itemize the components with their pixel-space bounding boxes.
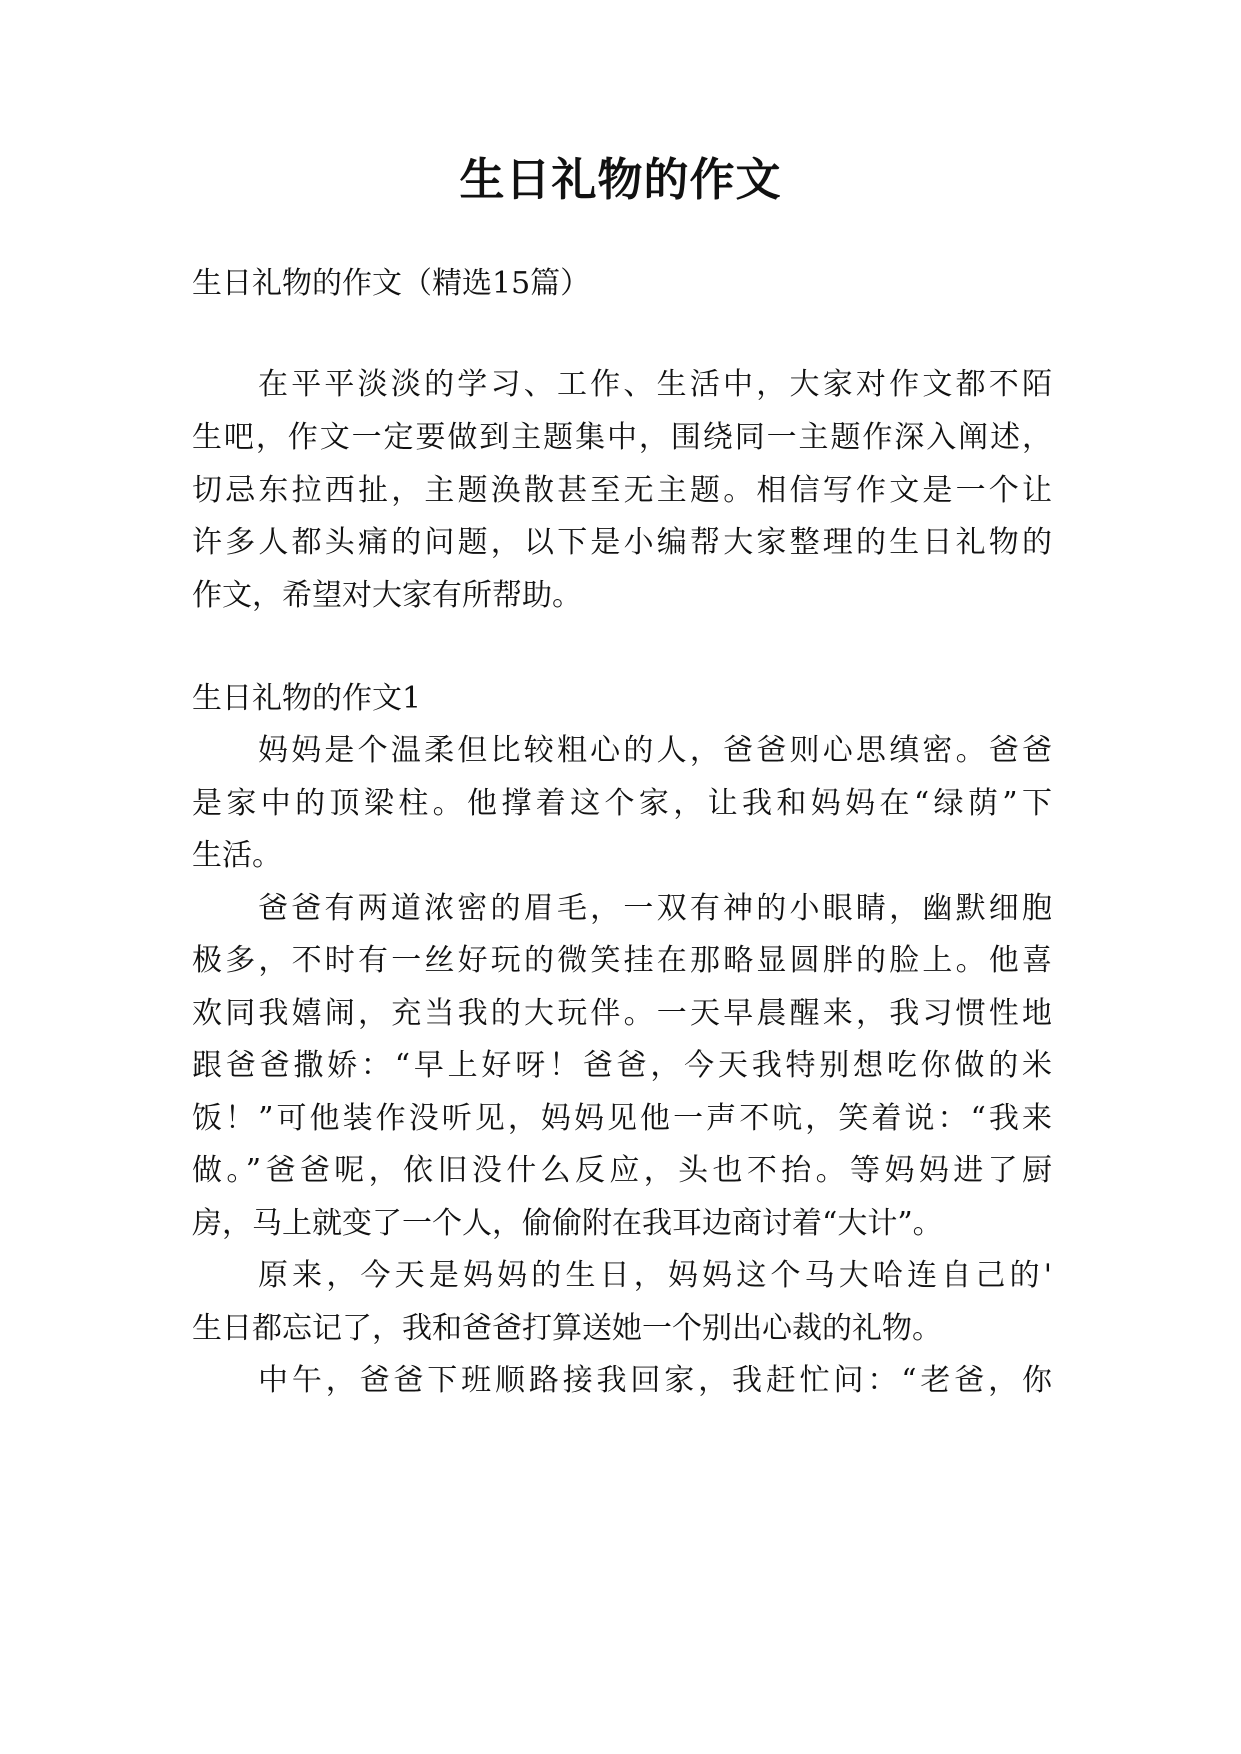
document-title: 生日礼物的作文	[459, 153, 782, 206]
paragraph-line: 跟爸爸撒娇：“早上好呀！爸爸，今天我特别想吃你做的米	[192, 1048, 1052, 1083]
document-subtitle: 生日礼物的作文（精选15篇）	[192, 266, 591, 301]
paragraph-line: 爸爸有两道浓密的眉毛，一双有神的小眼睛，幽默细胞	[258, 891, 1052, 926]
section-heading: 生日礼物的作文1	[192, 681, 422, 716]
paragraph-line: 极多，不时有一丝好玩的微笑挂在那略显圆胖的脸上。他喜	[192, 943, 1052, 978]
paragraph-line: 欢同我嬉闹，充当我的大玩伴。一天早晨醒来，我习惯性地	[192, 996, 1052, 1031]
paragraph-line: 是家中的顶梁柱。他撑着这个家，让我和妈妈在“绿荫”下	[192, 786, 1052, 821]
paragraph-line: 妈妈是个温柔但比较粗心的人，爸爸则心思缜密。爸爸	[258, 733, 1052, 768]
paragraph-line: 做。”爸爸呢，依旧没什么反应，头也不抬。等妈妈进了厨	[192, 1153, 1052, 1188]
paragraph-line: 饭！”可他装作没听见，妈妈见他一声不吭，笑着说：“我来	[192, 1101, 1052, 1136]
paragraph-line: 在平平淡淡的学习、工作、生活中，大家对作文都不陌	[258, 367, 1052, 402]
paragraph-line: 中午，爸爸下班顺路接我回家，我赶忙问：“老爸，你	[258, 1363, 1052, 1398]
paragraph-line: 房，马上就变了一个人，偷偷附在我耳边商讨着“大计”。	[192, 1206, 943, 1241]
paragraph-line: 原来，今天是妈妈的生日，妈妈这个马大哈连自己的'	[258, 1258, 1052, 1293]
paragraph-line: 生日都忘记了，我和爸爸打算送她一个别出心裁的礼物。	[192, 1311, 942, 1346]
paragraph-line: 许多人都头痛的问题，以下是小编帮大家整理的生日礼物的	[192, 525, 1052, 560]
paragraph-line: 切忌东拉西扯，主题涣散甚至无主题。相信写作文是一个让	[192, 473, 1052, 508]
paragraph-line: 作文，希望对大家有所帮助。	[192, 578, 582, 613]
paragraph-line: 生活。	[192, 838, 282, 873]
paragraph-line: 生吧，作文一定要做到主题集中，围绕同一主题作深入阐述，	[192, 420, 1052, 455]
